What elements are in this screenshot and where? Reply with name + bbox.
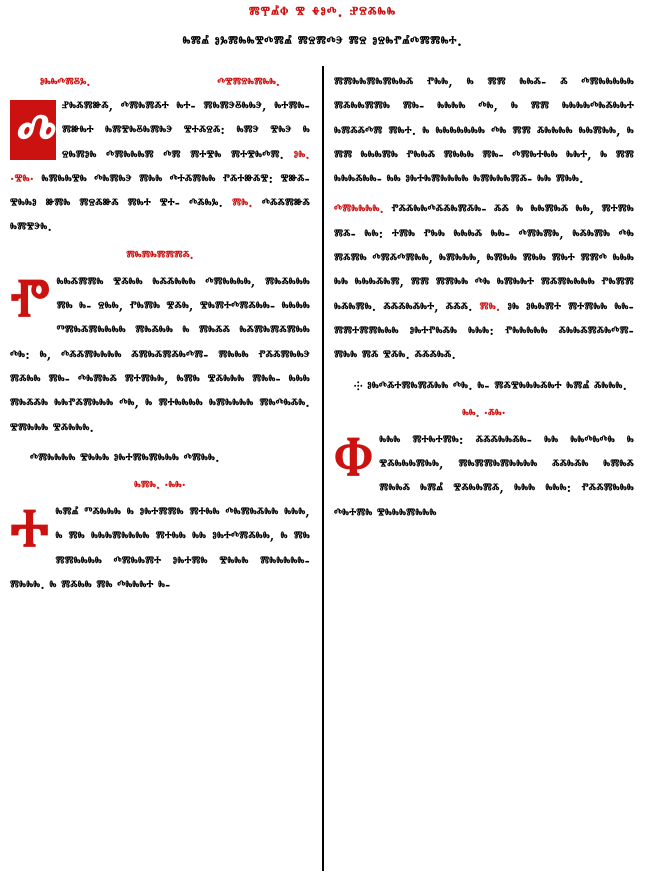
drop-initial: Ⰴ (10, 100, 56, 160)
left-heading-b: ⰴⰺⰿⱄⰸⰿⰸⰸ. (217, 75, 280, 89)
left-paragraph-4 (10, 495, 310, 597)
page-title: ⰿⰹⰼⱇ ⰺ ⰷⱁⰴ. ⱀⱄⰶⰸⰸ (248, 3, 397, 21)
verse-marker: ⰿⰸ. (232, 195, 253, 211)
verse-marker: ⱁⰸ. ·ⰺⰸ· (10, 146, 310, 186)
section-marker: ⰴⰿⰸⰸⰸⰸ. (334, 201, 385, 217)
left-subheading-2: ⰸⰿⰸ. ·ⰸⰸ· (134, 478, 186, 493)
right-column (334, 70, 634, 525)
column-divider (322, 66, 324, 871)
left-heading-row (10, 70, 310, 94)
left-paragraph-2 (10, 264, 310, 440)
left-paragraph-1 (10, 94, 310, 240)
right-paragraph-1: ⰿⰿⰸⰸⰿⰸⰿⰸⰸⰶ ⱂⰸⰸ, ⰸ ⰿⰿ ⰸⰸⰶ- ⰶ ⰴⰿⰸⰸⰸⰸⰸ ⰿⰶⰸⰸⰿⰿⰸ ⰿⰸ- ⰸⰸⰸⰸ ⰴⰸ, ⰸ ⰿⰿ ⰸⰸⰸⰸⰴⰸⰶⰸⰸⰰ ⰸⰿⰶⰶⰴⰿ ⰿⰸⰰ. ⰸ ⰸⰸⰸⰸⰸⰸⰸ ⰴⰸ ⰿⰿ ⰶⰸⰸⰸⰸ ⰸⰸⰿⰸⰸ, ⰸ ⰿⰿ ⰸⰸⰸⰿⰸ ⱂⰸⰸⰶ ⰿⰸⰸⰸ ⰿⰸ- ⰴⰿⰸⰰⰸⰸ ⰸⰸⰰ, ⰸ ⰿⰿ ⰸⰸⰸⰶⰸⰸ- ⰸⰸ ⱁⰸⰰⰸⰿⰸⰸⰸⰸ ⰸⰿⰸⰸⰸⰿⰶ- ⰸⰸ ⰿⰸⰸ. (334, 74, 634, 187)
left-paragraph-2-text: ⰸⰸⰶⰿⰿⰸ ⰺⰶⰸⰸ ⰸⰶⰶⰸⰸⰸ ⰴⰿⰸⰸⰸⰸ, ⰿⰸⰶⰸⰸⰸ ⰿⰸ ⰸ- ⱄⰸⰸ, ⱂⰸⰿⰸ ⰺⰶⰸ, ⰺⰸⰿⰰⰴⰿⰶⰸⰸ- ⰸⰸⰸⰸ ⱅⰿⰸⰶⰿⰸⰸⰸⰸ ⰿⰸⰶⰸⰸ ⰸ ⰿⰸⰶⰶ ⰸⰶⰿⰸⰿⰶⰿⰸⰸ ⰴⰸ: ⰸ, ⰴⰶⰶⰿⰸⰸⰸⰸ ⰶⰿⰸⰶⰿⰶⰸⰴⰿ- ⰿⰸⰸⰸ ⱂⰶⰶⰿⰸⰸⰵ ⰿⰶⰸⰸ ⰿⰸ- ⰴⰸⰿⰸⰶ ⰿⰰⰿⰸⰸ, ⰸⰿⰸ ⰺⰶⰸⰸⰸ ⰿⰸⰸ- ⰸⰸⰸ ⰿⰸⰶⰶⰸ ⰸⰸⱂⰶⰿⰸⰸⰸ ⰴⰸ, ⰸ ⰿⰰⰸⰸⰸⰸ ⰸⰿⰸⰸⰸⰸ ⰿⰸⰴⰸⰶⰸ. ⰺⰿⰸⰸⰸ ⰺⰶⰸⰸⰸ. (10, 273, 310, 435)
drop-initial: Ⰰ (10, 495, 50, 560)
left-heading-a: ⱁⰸⰸⰴⰿⰻⰳ. (40, 75, 91, 89)
right-paragraph-2-text: ⱂⰶⰶⰸⰸⰴⰶⰶⰸⰿⰶⰸ- ⰶⰶ ⰸ ⰸⰸⰿⰸⰶ ⰸⰸ, ⰿⰰⰿⰸ ⰿⰶ- ⰸⰸ: ⰰⰿⰸ ⱂⰸⰸ ⰸⰸⰸⰶ ⰸⰸ- ⰴⰿⰸⰿⰸ, ⰸⰶⰸⰿⰸ ⰴⰸ ⰿⰶⰿⰸ ⰴⰿⰶⰴⰿⰸⰸ, ⰸⰿⰸⰸⰸ, ⰸⰿⰸⰸ ⰿⰸⰸ ⰿⰸⰰ ⰿⰿⰴ ⰸⰸⰸ ⰸⰸ ⰸⰸⰸⰶⰸⰿ, ⰿⰿ ⰿⰿⰸⰸ ⰴⰸ ⰸⰿⰸⰸⰰ ⰿⰶⰿⰸⰸⰸⰸ ⱂⰸⰿⰿ ⰸⰶⰸⰿⰸ. ⰶⰶⰶⰸⰶⰸⰰ, ⰶⰶⰶ. (334, 201, 634, 314)
left-paragraph-1b-text: ⰸⰿⰸⰸⰺⰸ ⰴⰸⰿⰸⰵ ⰿⰸⰸ ⰴⰰⰶⰿⰸⰸ ⱂⰶⰰⱆⰶⰺ: ⰺⱆⰶ- ⰺⰸⰸⱁ ⱆⰿⰸ ⰿⱄⰶⱆⰶ ⰿⰸⰰ ⰺⰰ- ⰴⰶⰸⰳ. (10, 170, 310, 211)
drop-initial: Ⱇ (334, 422, 374, 487)
drop-initial: Ⱂ (10, 264, 51, 329)
right-paragraph-4: ⸭ ⱁⰸⰴⰶⰰⰿⰸⰿⰶⰸⰸ ⰴⰸ. ⰸ- ⰿⰶⰺⰸⰸⰸⰶⰸⰰ ⰸⰿⰼ ⰶⰸⰸⰸ. (354, 377, 628, 393)
right-paragraph-2 (334, 197, 634, 367)
left-column (10, 70, 310, 597)
page-subtitle: ⰸⰿⰼ ⱁⰳⰿⰸⰸⰺⰴⰿⰼ ⰿⱄⰿⰴⰵ ⰿⱄ ⱁⱄⰸⱂⰼⰴⰿⰿⰸⰰ. (182, 34, 463, 50)
right-paragraph-3-text: ⱁⰸ ⱁⰸⰸⰿⰰ ⰿⰰⰿⰸⰸ ⰸⰸ- ⰿⰿⰰⰿⰿⰸⰸⰸ ⱁⰸⰰⱂⰸⰶⰸ ⰸⰸⰸ: ⱂⰸⰸⰸⰸⰸ ⰶⰸⰸⰶⰿⰶⰸⰴⰿ- ⰿⰸⰸ ⰿⰶ ⰺⰶⰸ. ⰶⰶⰶⰸⰶ. (334, 298, 634, 363)
verse-marker: ⰿⰸ. (479, 298, 501, 314)
left-paragraph-1-text: ⱀⰸⰶⰿⱆⰶ, ⰴⰿⰸⰿⰶⰰ ⰸⰰ- ⰿⰸⰿⰵⰻⰸⰸⰵ, ⰸⰰⰿⰸ- ⰿⱆⰸⰰ ⰸⰿⰺⰸⰻⰸⰿⰸⰵ ⰺⰰⰶⱄⰶ: ⰸⰿⰵ ⰺⰸⰵ ⰸ ⱄⰸⰿⱁⰸ ⰴⰿⰸⰸⰸⰿ ⰴⰿ ⰿⰰⰺⰸ ⰿⰰⰺⰸⰴⰿ. (62, 98, 310, 162)
left-paragraph-3: ⰴⰿⰸⰸⰸⰸ ⰺⰸⰸⰸ ⱁⰸⰰⰿⰸⰿⰸⰸⰸ ⰴⰿⰸⰸ. (30, 449, 220, 465)
left-subheading-1: ⰿⰸⰿⰸⰿⰿⰿⰶ. (126, 247, 194, 262)
left-paragraph-1c-text: ⰴⰶⰶⰿⱆⰶ ⰸⰿⰺⰵⰸ. (10, 195, 310, 235)
right-paragraph-5-text: ⰸⰸⰸ ⰿⰰⰸⰰⰿⰸ: ⰶⰶⰶⰸⰸⰶⰸ- ⰸⰸ ⰸⰸⰴⰸⰴⰸ ⰸ ⰺⰶⰸⰸⰸⰿⰸⰸ, ⰿⰸⰿⰿⰸⰿⰸⰸⰸⰸ ⰶⰶⰸⰶⰸ ⰸⰿⰸⰶ ⰿⰸⰸⰶ ⰸⰿⰼ ⰺⰶⰸⰸⰿⰶ, ⰸⰸⰸ ⰸⰸⰸ: ⱂⰶⰶⰿⰸⰸⰸ ⰴⰸⰰⰿⰸ ⰺⰸⰸⰸⰿⰸⰸⰸ (334, 431, 634, 520)
right-paragraph-5 (334, 422, 634, 525)
left-paragraph-4-text: ⰸⰿⰼ ⱅⰶⰸⰸⰸ ⰸ ⱁⰸⰰⰿⰿⰸ ⰿⰰⰸⰸ ⰴⰸⰿⰸⰶⰸⰸ ⰸⰸⰸ, ⰸ ⰿⰸ ⰸⰸⰸⰿⰸⰸⰸⰸ ⰿⰰⰸⰸ ⰸⰸ ⱁⰸⰰⰴⰿⰶⰸⰸ, ⰸ ⰿⰸ ⰿⰿⰸⰸⰸⰸ ⰴⰿⰸⰸⰿⰰ ⱁⰸⰰⰿⰸ ⰺⰸⰸⰸ ⰿⰸⰸⰸⰸⰸ- ⰿⰸⰸⰸ. ⰸ ⰿⰶⰸⰸ ⰿⰸ ⰴⰸⰸⰸⰰ ⰸ- (10, 504, 310, 593)
right-subheading: ⰸⰸ. ·ⰶⰸ· (462, 405, 506, 420)
